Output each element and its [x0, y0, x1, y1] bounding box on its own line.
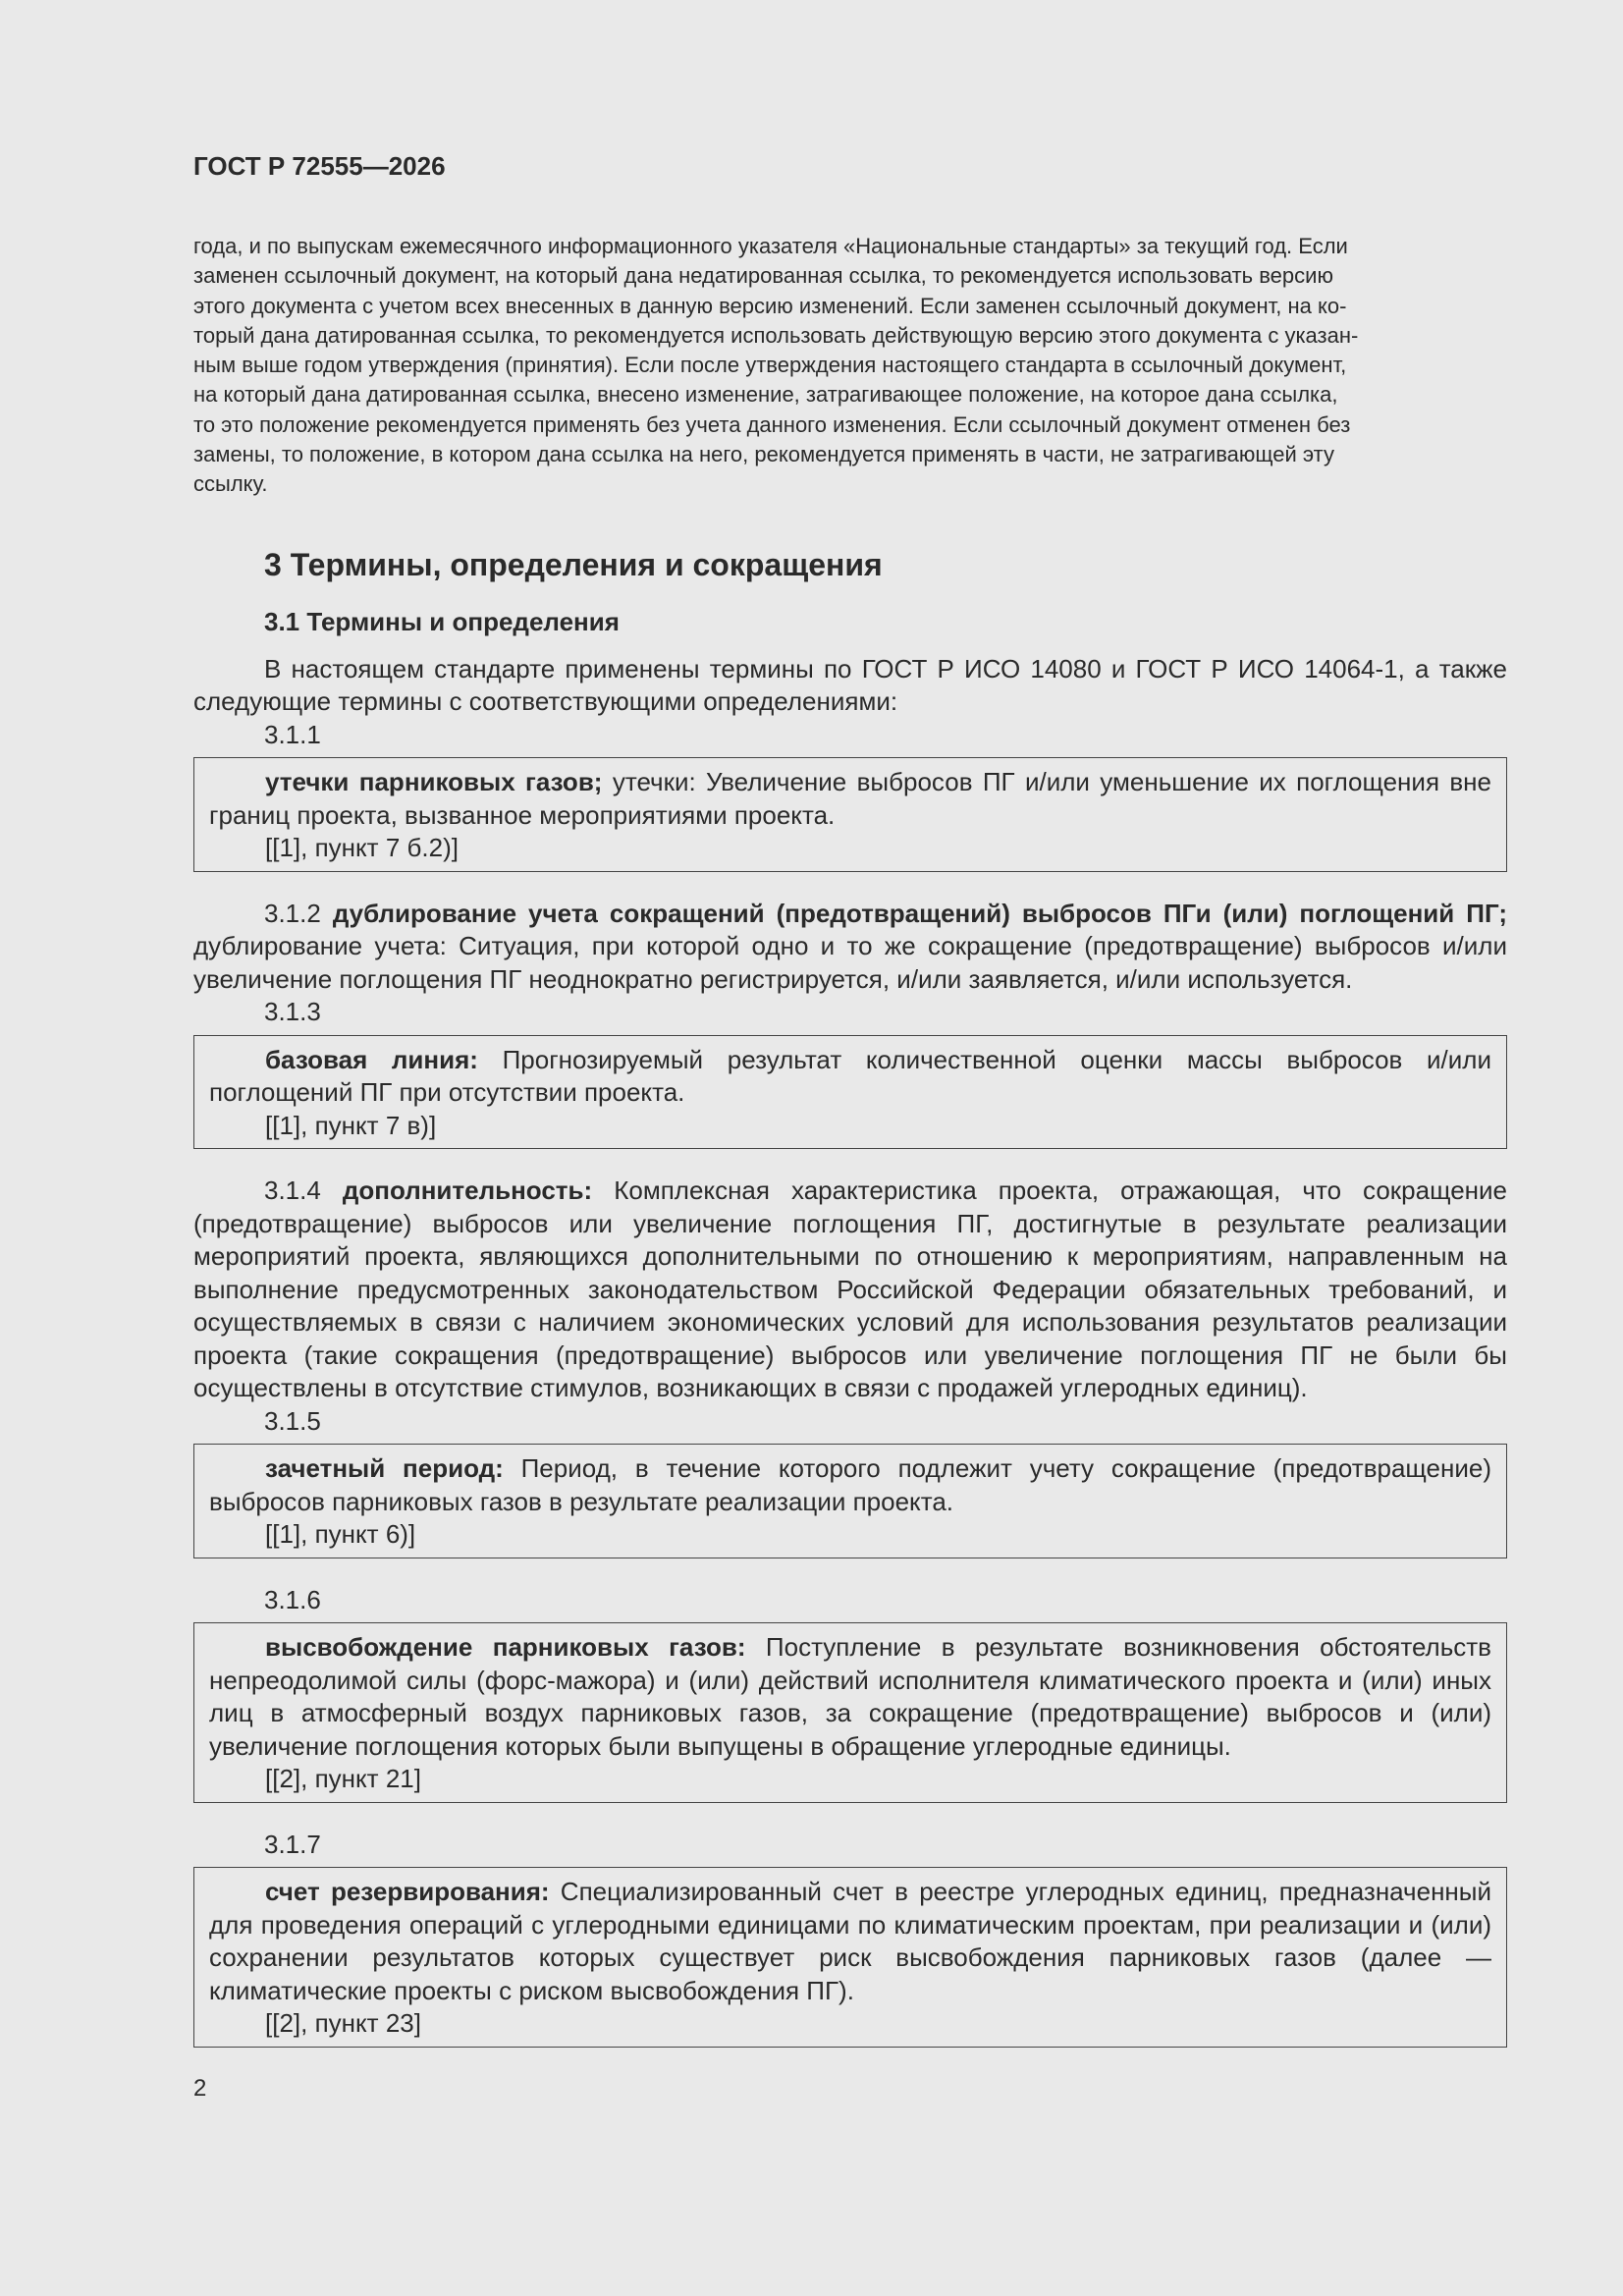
- intro-paragraph: [193, 232, 1507, 500]
- term-number: 3.1.2: [264, 898, 321, 928]
- term-source: [[1], пункт 6)]: [265, 1519, 416, 1550]
- definition-text: дублирование учета: Ситуация, при которой одно и то же сокращение (предотвращение) выбросов и/или увеличение поглощения ПГ неоднократно регистрируется, и/или заявляется, и/или используется.: [193, 931, 1507, 994]
- intro-line: то это положение рекомендуется применять без учета данного изменения. Если ссылочный документ отменен без: [193, 411, 1351, 437]
- term-number: 3.1.1: [264, 719, 321, 749]
- term-name: зачетный период:: [265, 1453, 504, 1484]
- term-name: счет резервирования:: [265, 1877, 550, 1907]
- definition-text: Прогнозируемый результат количественной оценки массы выбросов и/или поглощений ПГ при отсутствии проекта.: [209, 1044, 1491, 1108]
- intro-line: заменен ссылочный документ, на который дана недатированная ссылка, то рекомендуется использовать версию: [193, 263, 1333, 289]
- term-name: высвобождение парниковых газов:: [265, 1632, 746, 1663]
- term-definition: [209, 1631, 1491, 1763]
- document-page: [193, 147, 1507, 2048]
- definition-text: Специализированный счет в реестре углеродных единиц, предназначенный для проведения операций с углеродными единицами по климатическим проектам, при реализации и (или) сохранении результатов которых существует риск высвобождения парниковых газов (далее — климатические проекты с риском высвобождения ПГ).: [209, 1877, 1491, 2005]
- term-source: [[2], пункт 23]: [265, 2008, 421, 2039]
- term-box-3-1-3: [193, 1035, 1507, 1150]
- term-name: дополнительность:: [342, 1175, 593, 1206]
- intro-line: года, и по выпускам ежемесячного информационного указателя «Национальные стандарты» за текущий год. Если: [193, 234, 1348, 258]
- term-source: [[1], пункт 7 б.2)]: [265, 833, 459, 863]
- subsection-title: 3.1 Термины и определения: [264, 606, 620, 636]
- lead-paragraph: В настоящем стандарте применены термины по ГОСТ Р ИСО 14080 и ГОСТ Р ИСО 14064-1, а также следующие термины с соответствующими определениями:: [193, 653, 1507, 717]
- term-3-1-2: [193, 898, 1507, 997]
- intro-line: ссылку.: [193, 471, 268, 497]
- term-name: базовая линия:: [265, 1044, 478, 1074]
- term-definition: [209, 1452, 1491, 1518]
- intro-line: замены, то положение, в котором дана ссылка на него, рекомендуется применять в части, не затрагивающей эту: [193, 442, 1334, 467]
- term-source: [[1], пункт 7 в)]: [265, 1110, 437, 1140]
- term-3-1-4: [193, 1175, 1507, 1405]
- definition-text: Поступление в результате возникновения обстоятельств непреодолимой силы (форс-мажора) и (или) действий исполнителя климатического проекта и (или) иных лиц в атмосферный воздух парниковых газов, за сокращение (предотвращение) выбросов и (или) увеличение поглощения которых были выпущены в обращение углеродные единицы.: [209, 1632, 1491, 1761]
- term-box-3-1-5: [193, 1444, 1507, 1558]
- term-number: 3.1.3: [264, 997, 321, 1027]
- term-number: 3.1.5: [264, 1405, 321, 1436]
- term-definition: [209, 766, 1491, 832]
- term-box-3-1-7: [193, 1867, 1507, 2048]
- definition-text: Комплексная характеристика проекта, отражающая, что сокращение (предотвращение) выбросов или увеличение поглощения ПГ, достигнутые в результате реализации мероприятий проекта, являющихся дополнительными по отношению к мероприятиям, направленным на выполнение предусмотренных законодательством Российской Федерации обязательных требований, и осуществляемых в связи с наличием экономических условий для использования результатов реализации проекта (такие сокращения (предотвращение) выбросов или увеличение поглощения ПГ не были бы осуществлены в отсутствие стимулов, возникающих в связи с продажей углеродных единиц).: [193, 1175, 1508, 1403]
- term-number: 3.1.6: [264, 1584, 321, 1614]
- intro-line: торый дана датированная ссылка, то рекомендуется использовать действующую версию этого документа с указан-: [193, 322, 1359, 348]
- term-definition: [209, 1044, 1491, 1110]
- intro-line: этого документа с учетом всех внесенных в данную версию изменений. Если заменен ссылочный документ, на ко-: [193, 293, 1347, 318]
- term-definition: [209, 1876, 1491, 2007]
- document-code: ГОСТ Р 72555—2026: [193, 151, 446, 181]
- section-title: 3 Термины, определения и сокращения: [264, 546, 883, 582]
- definition-text: Период, в течение которого подлежит учету сокращение (предотвращение) выбросов парниковых газов в результате реализации проекта.: [209, 1453, 1491, 1516]
- term-box-3-1-1: [193, 757, 1507, 872]
- intro-line: ным выше годом утверждения (принятия). Если после утверждения настоящего стандарта в ссылочный документ,: [193, 353, 1347, 378]
- term-source: [[2], пункт 21]: [265, 1764, 421, 1794]
- term-number: 3.1.4: [264, 1175, 321, 1206]
- term-name: дублирование учета сокращений (предотвращений) выбросов ПГи (или) поглощений ПГ;: [332, 898, 1507, 928]
- definition-text: утечки: Увеличение выбросов ПГ и/или уменьшение их поглощения вне границ проекта, вызванное мероприятиями проекта.: [209, 767, 1492, 830]
- term-number: 3.1.7: [264, 1829, 321, 1859]
- page-number: 2: [193, 2075, 207, 2102]
- term-name: утечки парниковых газов;: [265, 767, 603, 797]
- term-box-3-1-6: [193, 1622, 1507, 1803]
- intro-line: на который дана датированная ссылка, внесено изменение, затрагивающее положение, на которое дана ссылка,: [193, 382, 1338, 408]
